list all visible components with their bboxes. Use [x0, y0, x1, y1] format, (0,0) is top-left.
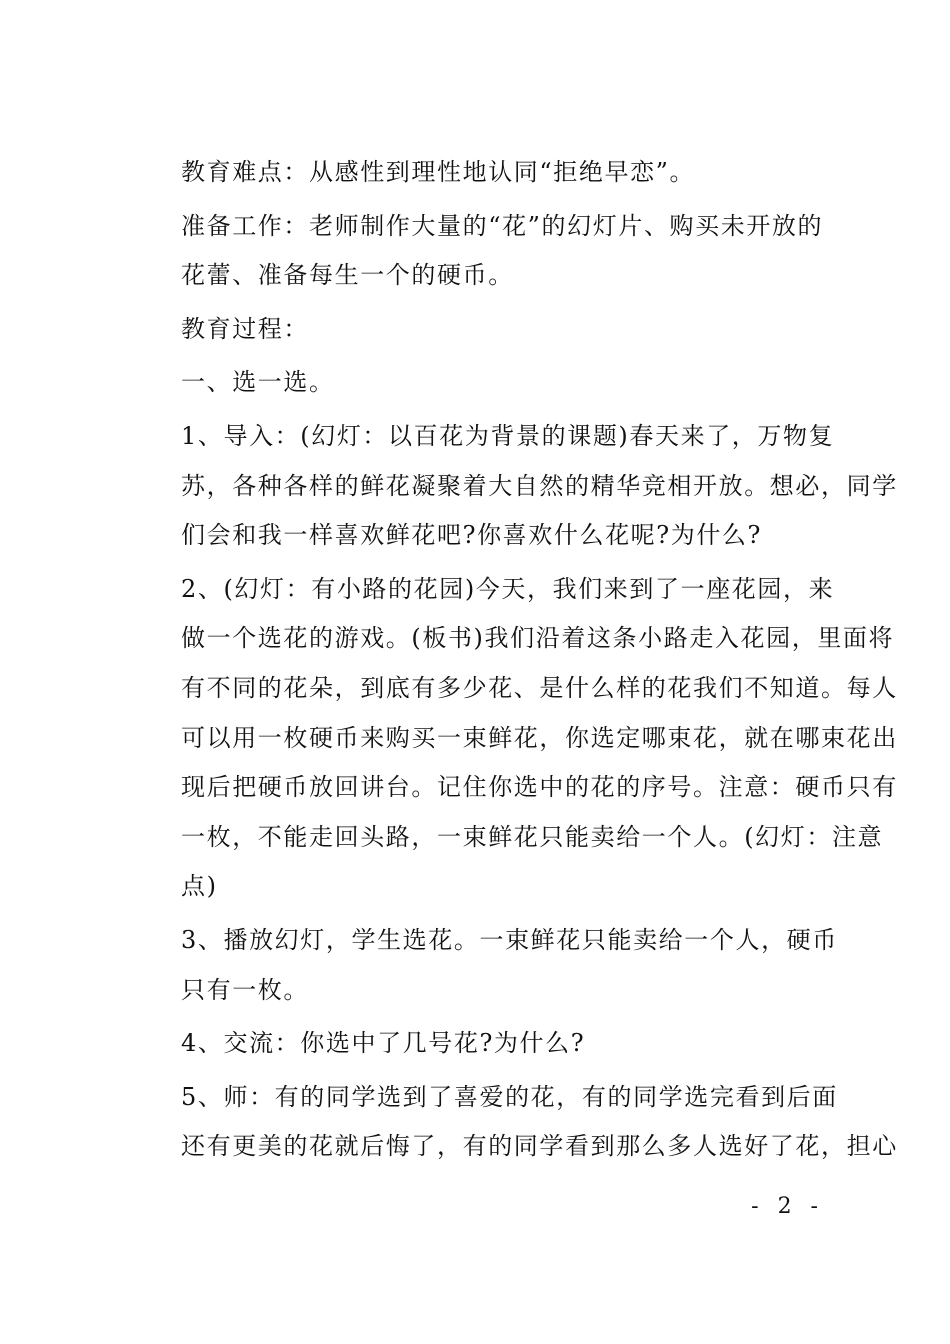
text-line: 5、师：有的同学选到了喜爱的花，有的同学选完看到后面: [181, 1082, 838, 1111]
text-line: 2、(幻灯：有小路的花园)今天，我们来到了一座花园，来: [181, 574, 835, 603]
text-line: 现后把硬币放回讲台。记住你选中的花的序号。注意：硬币只有: [181, 773, 898, 802]
text-line: 苏，各种各样的鲜花凝聚着大自然的精华竞相开放。想必，同学: [181, 471, 898, 500]
text-line: 点): [181, 872, 218, 901]
text-line: 4、交流：你选中了几号花?为什么?: [181, 1029, 586, 1058]
text-line: 一、选一选。: [181, 368, 335, 397]
paragraph-process-heading: [130, 305, 830, 355]
text-line: 一枚，不能走回头路，一束鲜花只能卖给一个人。(幻灯：注意: [181, 822, 884, 851]
text-line: 花蕾、准备每生一个的硬币。: [181, 261, 514, 290]
document-body: [130, 148, 898, 1176]
paragraph-section-one: [130, 358, 830, 408]
paragraph-step-4: [130, 1019, 830, 1069]
text-line: 教育过程：: [181, 314, 309, 343]
text-line: 教育难点：从感性到理性地认同“拒绝早恋”。: [181, 158, 696, 186]
text-line: 有不同的花朵，到底有多少花、是什么样的花我们不知道。每人: [181, 673, 898, 702]
text-line: 们会和我一样喜欢鲜花吧?你喜欢什么花呢?为什么?: [181, 521, 762, 550]
paragraph-step-3: [130, 916, 838, 1015]
paragraph-step-2: [130, 565, 898, 912]
text-line: 可以用一枚硬币来购买一束鲜花，你选定哪束花，就在哪束花出: [181, 723, 898, 752]
text-line: 3、播放幻灯，学生选花。一束鲜花只能卖给一个人，硬币: [181, 925, 838, 954]
paragraph-step-5: [130, 1073, 898, 1172]
paragraph-teaching-difficulty: [130, 148, 830, 198]
text-line: 只有一枚。: [181, 975, 309, 1004]
paragraph-preparation: [130, 202, 830, 301]
text-line: 还有更美的花就后悔了，有的同学看到那么多人选好了花，担心: [181, 1132, 898, 1161]
text-line: 1、导入：(幻灯：以百花为背景的课题)春天来了，万物复: [181, 421, 835, 450]
text-line: 准备工作：老师制作大量的“花”的幻灯片、购买未开放的: [181, 211, 824, 240]
paragraph-step-1: [130, 412, 898, 561]
page-number: - 2 -: [751, 1194, 824, 1219]
text-line: 做一个选花的游戏。(板书)我们沿着这条小路走入花园，里面将: [181, 624, 895, 653]
